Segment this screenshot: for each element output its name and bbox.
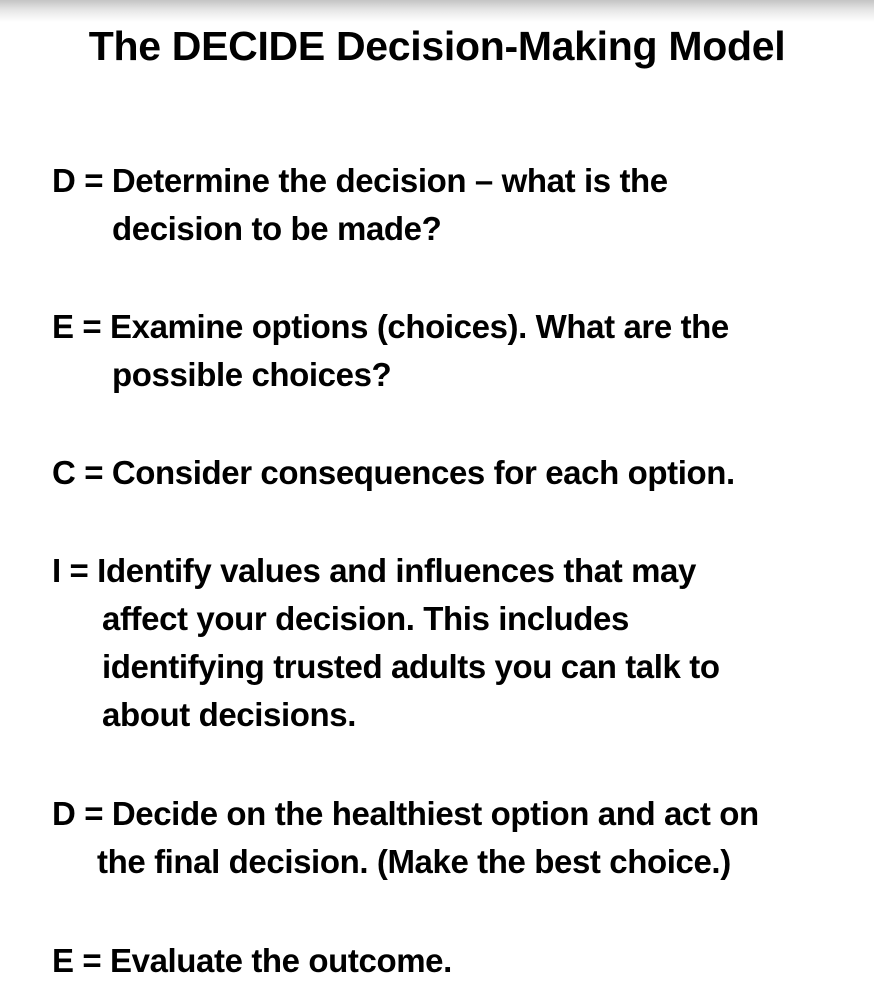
step-identify xyxy=(52,547,720,739)
step-identify-line-2: affect your decision. This includes xyxy=(102,600,629,637)
page-title: The DECIDE Decision-Making Model xyxy=(88,23,786,69)
step-determine-line-1: D = Determine the decision – what is the xyxy=(52,162,668,199)
step-evaluate xyxy=(52,937,452,985)
step-examine-line-1: E = Examine options (choices). What are the xyxy=(52,308,729,345)
step-decide-line-1: D = Decide on the healthiest option and act on xyxy=(52,795,759,832)
step-evaluate-line-1: E = Evaluate the outcome. xyxy=(52,942,452,979)
top-edge-shadow xyxy=(0,0,874,22)
step-identify-line-3: identifying trusted adults you can talk to xyxy=(102,648,720,685)
step-consider xyxy=(52,449,735,497)
step-examine-line-2: possible choices? xyxy=(112,356,392,393)
step-identify-line-4: about decisions. xyxy=(102,696,356,733)
step-identify-line-1: I = Identify values and influences that may xyxy=(52,552,696,589)
step-determine-line-2: decision to be made? xyxy=(112,210,442,247)
step-decide-line-2: the final decision. (Make the best choice.) xyxy=(97,843,731,880)
step-determine xyxy=(52,157,668,253)
step-consider-line-1: C = Consider consequences for each option. xyxy=(52,454,735,491)
step-decide xyxy=(52,790,759,886)
step-examine xyxy=(52,303,729,399)
